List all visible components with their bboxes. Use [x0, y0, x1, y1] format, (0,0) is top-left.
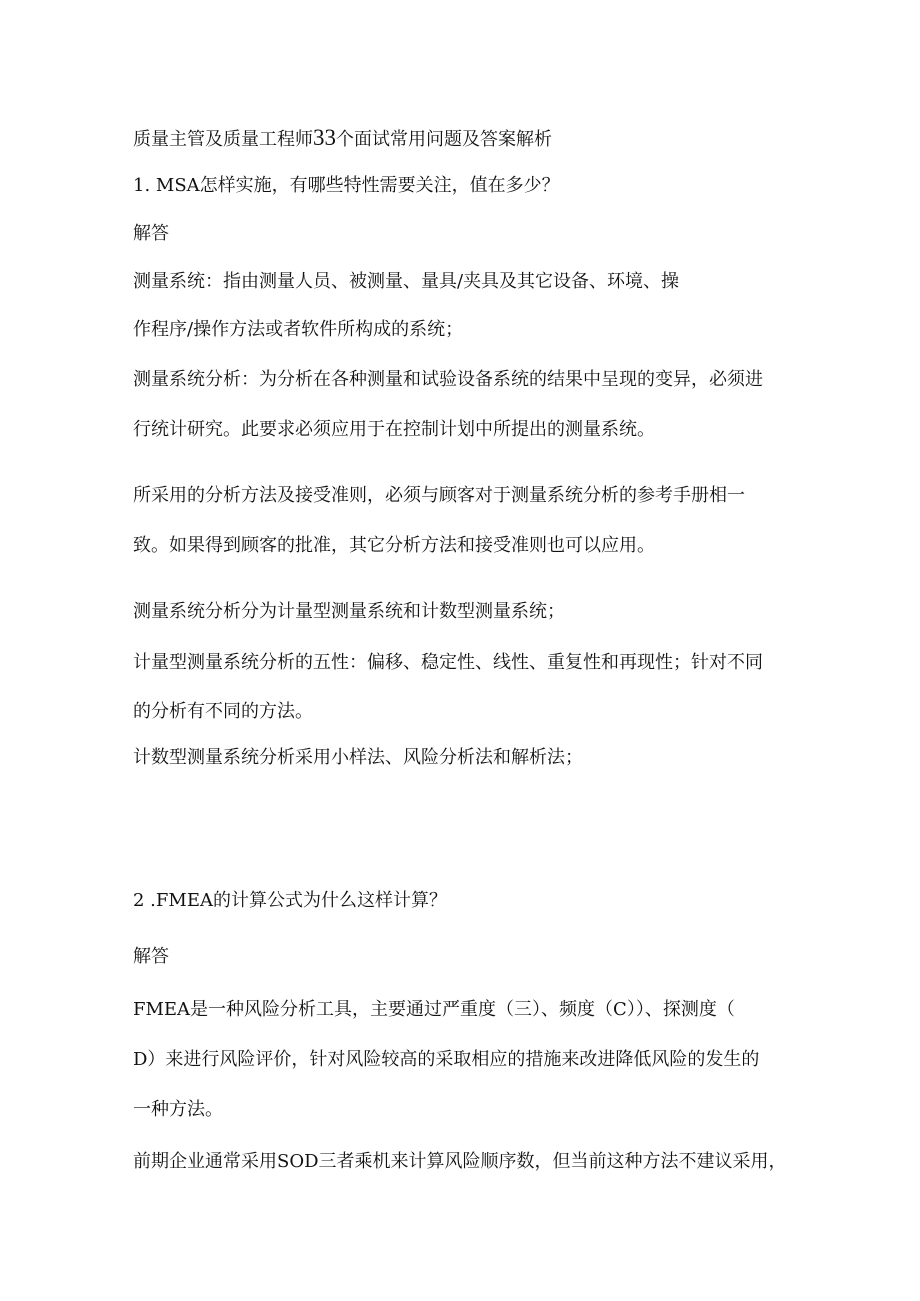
- question-1-heading: 1. MSA怎样实施，有哪些特性需要关注，值在多少？: [133, 175, 560, 196]
- title-prefix: 质量主管及质量工程师: [133, 129, 313, 150]
- paragraph-line: 一种方法。: [133, 1099, 223, 1120]
- paragraph-line: 计量型测量系统分析的五性：偏移、稳定性、线性、重复性和再现性；针对不同: [133, 652, 763, 673]
- title-suffix: 个面试常用问题及答案解析: [336, 129, 552, 150]
- paragraph-line: 行统计研究。此要求必须应用于在控制计划中所提出的测量系统。: [133, 419, 655, 440]
- paragraph-line: 作程序/操作方法或者软件所构成的系统；: [133, 319, 464, 340]
- answer-label-1: 解答: [133, 223, 169, 244]
- question-2-heading: 2 .FMEA的计算公式为什么这样计算？: [133, 890, 447, 911]
- paragraph-line: 测量系统：指由测量人员、被测量、量具/夹具及其它设备、环境、操: [133, 271, 680, 292]
- paragraph-line: 所采用的分析方法及接受准则，必须与顾客对于测量系统分析的参考手册相一: [133, 485, 745, 506]
- title-number: 33: [313, 125, 336, 150]
- paragraph-line: 计数型测量系统分析采用小样法、风险分析法和解析法；: [133, 747, 583, 768]
- paragraph-line: FMEA是一种风险分析工具，主要通过严重度（三）、频度（C））、探测度（: [133, 999, 735, 1020]
- paragraph-line: 测量系统分析分为计量型测量系统和计数型测量系统；: [133, 601, 565, 622]
- paragraph-line: 致。如果得到顾客的批准，其它分析方法和接受准则也可以应用。: [133, 535, 655, 556]
- paragraph-line: 前期企业通常采用SOD三者乘机来计算风险顺序数，但当前这种方法不建议采用，: [133, 1151, 787, 1172]
- paragraph-line: 的分析有不同的方法。: [133, 701, 313, 722]
- paragraph-line: D）来进行风险评价，针对风险较高的采取相应的措施来改进降低风险的发生的: [133, 1049, 760, 1070]
- document-title: [133, 126, 552, 152]
- answer-label-2: 解答: [133, 946, 169, 967]
- paragraph-line: 测量系统分析：为分析在各种测量和试验设备系统的结果中呈现的变异，必须进: [133, 369, 763, 390]
